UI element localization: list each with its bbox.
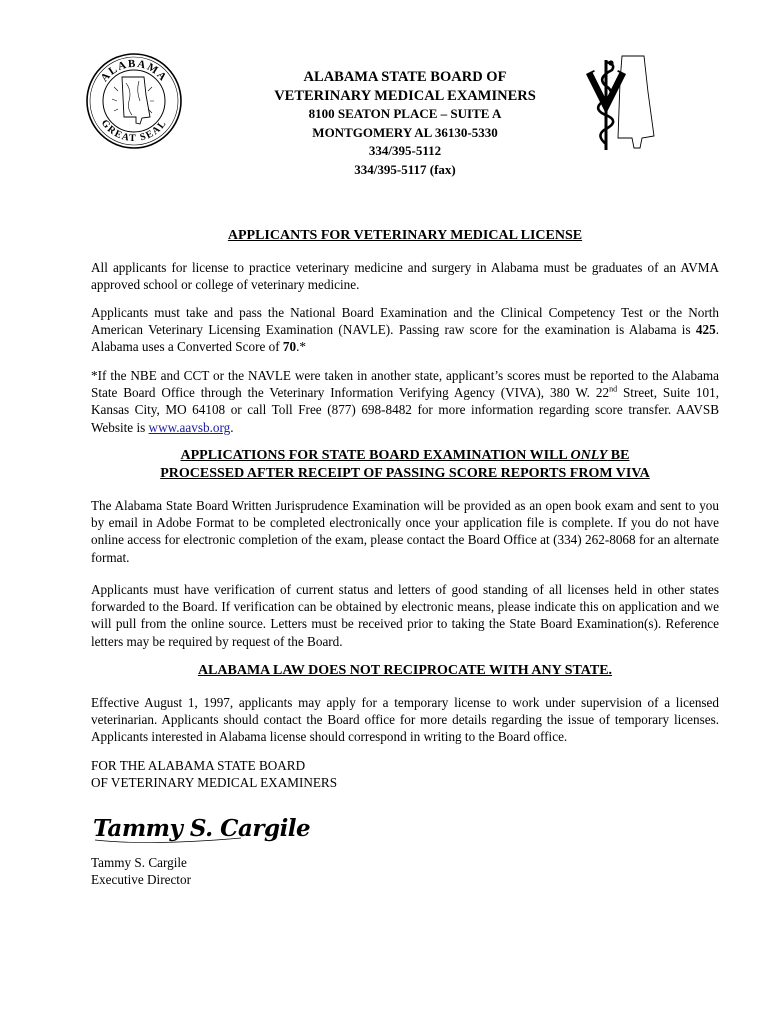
signer-title: Executive Director <box>91 872 191 888</box>
paragraph-graduates: All applicants for license to practice veterinary medicine and surgery in Alabama must be graduates of an AVMA approved school or college of veterinary medicine. <box>91 260 719 293</box>
letterhead-fax: 334/395-5117 (fax) <box>354 161 456 177</box>
signer-name: Tammy S. Cargile <box>91 855 187 870</box>
letterhead-line-2: VETERINARY MEDICAL EXAMINERS <box>274 87 536 104</box>
letterhead-line-1: ALABAMA STATE BOARD OF <box>303 69 507 85</box>
viva-notice-heading <box>91 447 719 483</box>
paragraph-transfer-text-b: Street, Suite 101, Kansas City, MO 64108 or call Toll Free (877) 698-8482 for more information regarding score transfer. AAVSB Website is <box>91 385 719 435</box>
closing-line-2: OF VETERINARY MEDICAL EXAMINERS <box>91 775 338 791</box>
viva-notice-emphasis: ONLY <box>570 448 608 463</box>
aavsb-website-link[interactable]: www.aavsb.org <box>148 419 231 435</box>
svg-text:GREAT SEAL: GREAT SEAL <box>98 117 170 145</box>
reciprocity-heading: ALABAMA LAW DOES NOT RECIPROCATE WITH ANY STATE. <box>197 663 613 678</box>
letterhead-address-1: 8100 SEATON PLACE – SUITE A <box>308 106 502 121</box>
page-title: APPLICANTS FOR VETERINARY MEDICAL LICENSE <box>227 228 583 243</box>
closing-line-1: FOR THE ALABAMA STATE BOARD <box>91 758 306 773</box>
paragraph-license-verification: Applicants must have verification of current status and letters of good standing of all licenses held in other states forwarded to the Board. If verification can be obtained by electronic means, please indicate this on application and we will pull from the online source. Letters must be received prior to taking the State Board Examination(s). Reference letters may be required by request of the Board. <box>91 582 719 649</box>
paragraph-transfer-text-a: *If the NBE and CCT or the NAVLE were taken in another state, applicant’s scores must be reported to the Alabama State Board Office through the Veterinary Information Verifying Agency (VIVA), 380 W. 22 <box>91 368 719 401</box>
svg-text:Tammy S. Cargile: Tammy S. Cargile <box>93 815 311 842</box>
viva-notice-line-1-b: BE <box>607 448 630 463</box>
paragraph-transfer-text-c: . <box>230 419 234 435</box>
letterhead-phone: 334/395-5112 <box>368 143 442 158</box>
paragraph-exam-text-c: .* <box>296 339 306 355</box>
letterhead-address-2: MONTGOMERY AL 36130-5330 <box>312 124 498 140</box>
ordinal-superscript: nd <box>609 384 618 394</box>
viva-notice-line-1 <box>91 447 719 465</box>
paragraph-jurisprudence-exam: The Alabama State Board Written Jurisprudence Examination will be provided as an open book exam and sent to you by email in Adobe Format to be completed electronically once your application file is complete. If you do not have online access for electronic completion of the exam, please contact the Board Office at (334) 262-8068 for an alternate format. <box>91 498 719 565</box>
paragraph-temporary-license: Effective August 1, 1997, applicants may apply for a temporary license to work under supervision of a licensed veterinarian. Applicants should contact the Board office for more details regarding the issue of temporary licenses. Applicants interested in Alabama license should correspond in writing to the Board office. <box>91 695 719 745</box>
viva-notice-line-2: PROCESSED AFTER RECEIPT OF PASSING SCORE REPORTS FROM VIVA <box>160 466 650 481</box>
alabama-great-seal-icon <box>84 51 184 151</box>
viva-notice-line-1-a: APPLICATIONS FOR STATE BOARD EXAMINATION WILL <box>180 448 571 463</box>
paragraph-exam-requirements <box>91 304 719 356</box>
raw-score-value: 425 <box>695 322 716 338</box>
signer-block <box>91 854 719 888</box>
paragraph-exam-text-b: . Alabama uses a Converted Score of <box>91 322 719 355</box>
converted-score-value: 70 <box>282 339 297 355</box>
paragraph-exam-text-a: Applicants must take and pass the National Board Examination and the Clinical Competency Test or the North American Veterinary Licensing Examination (NAVLE). Passing raw score for the examination is Alabama is <box>91 305 719 338</box>
svg-text:ALABAMA: ALABAMA <box>98 57 170 85</box>
veterinary-caduceus-icon <box>582 52 668 162</box>
closing-block <box>91 757 719 791</box>
handwritten-signature <box>91 804 311 852</box>
paragraph-score-transfer <box>91 367 719 436</box>
letterhead <box>230 68 580 179</box>
